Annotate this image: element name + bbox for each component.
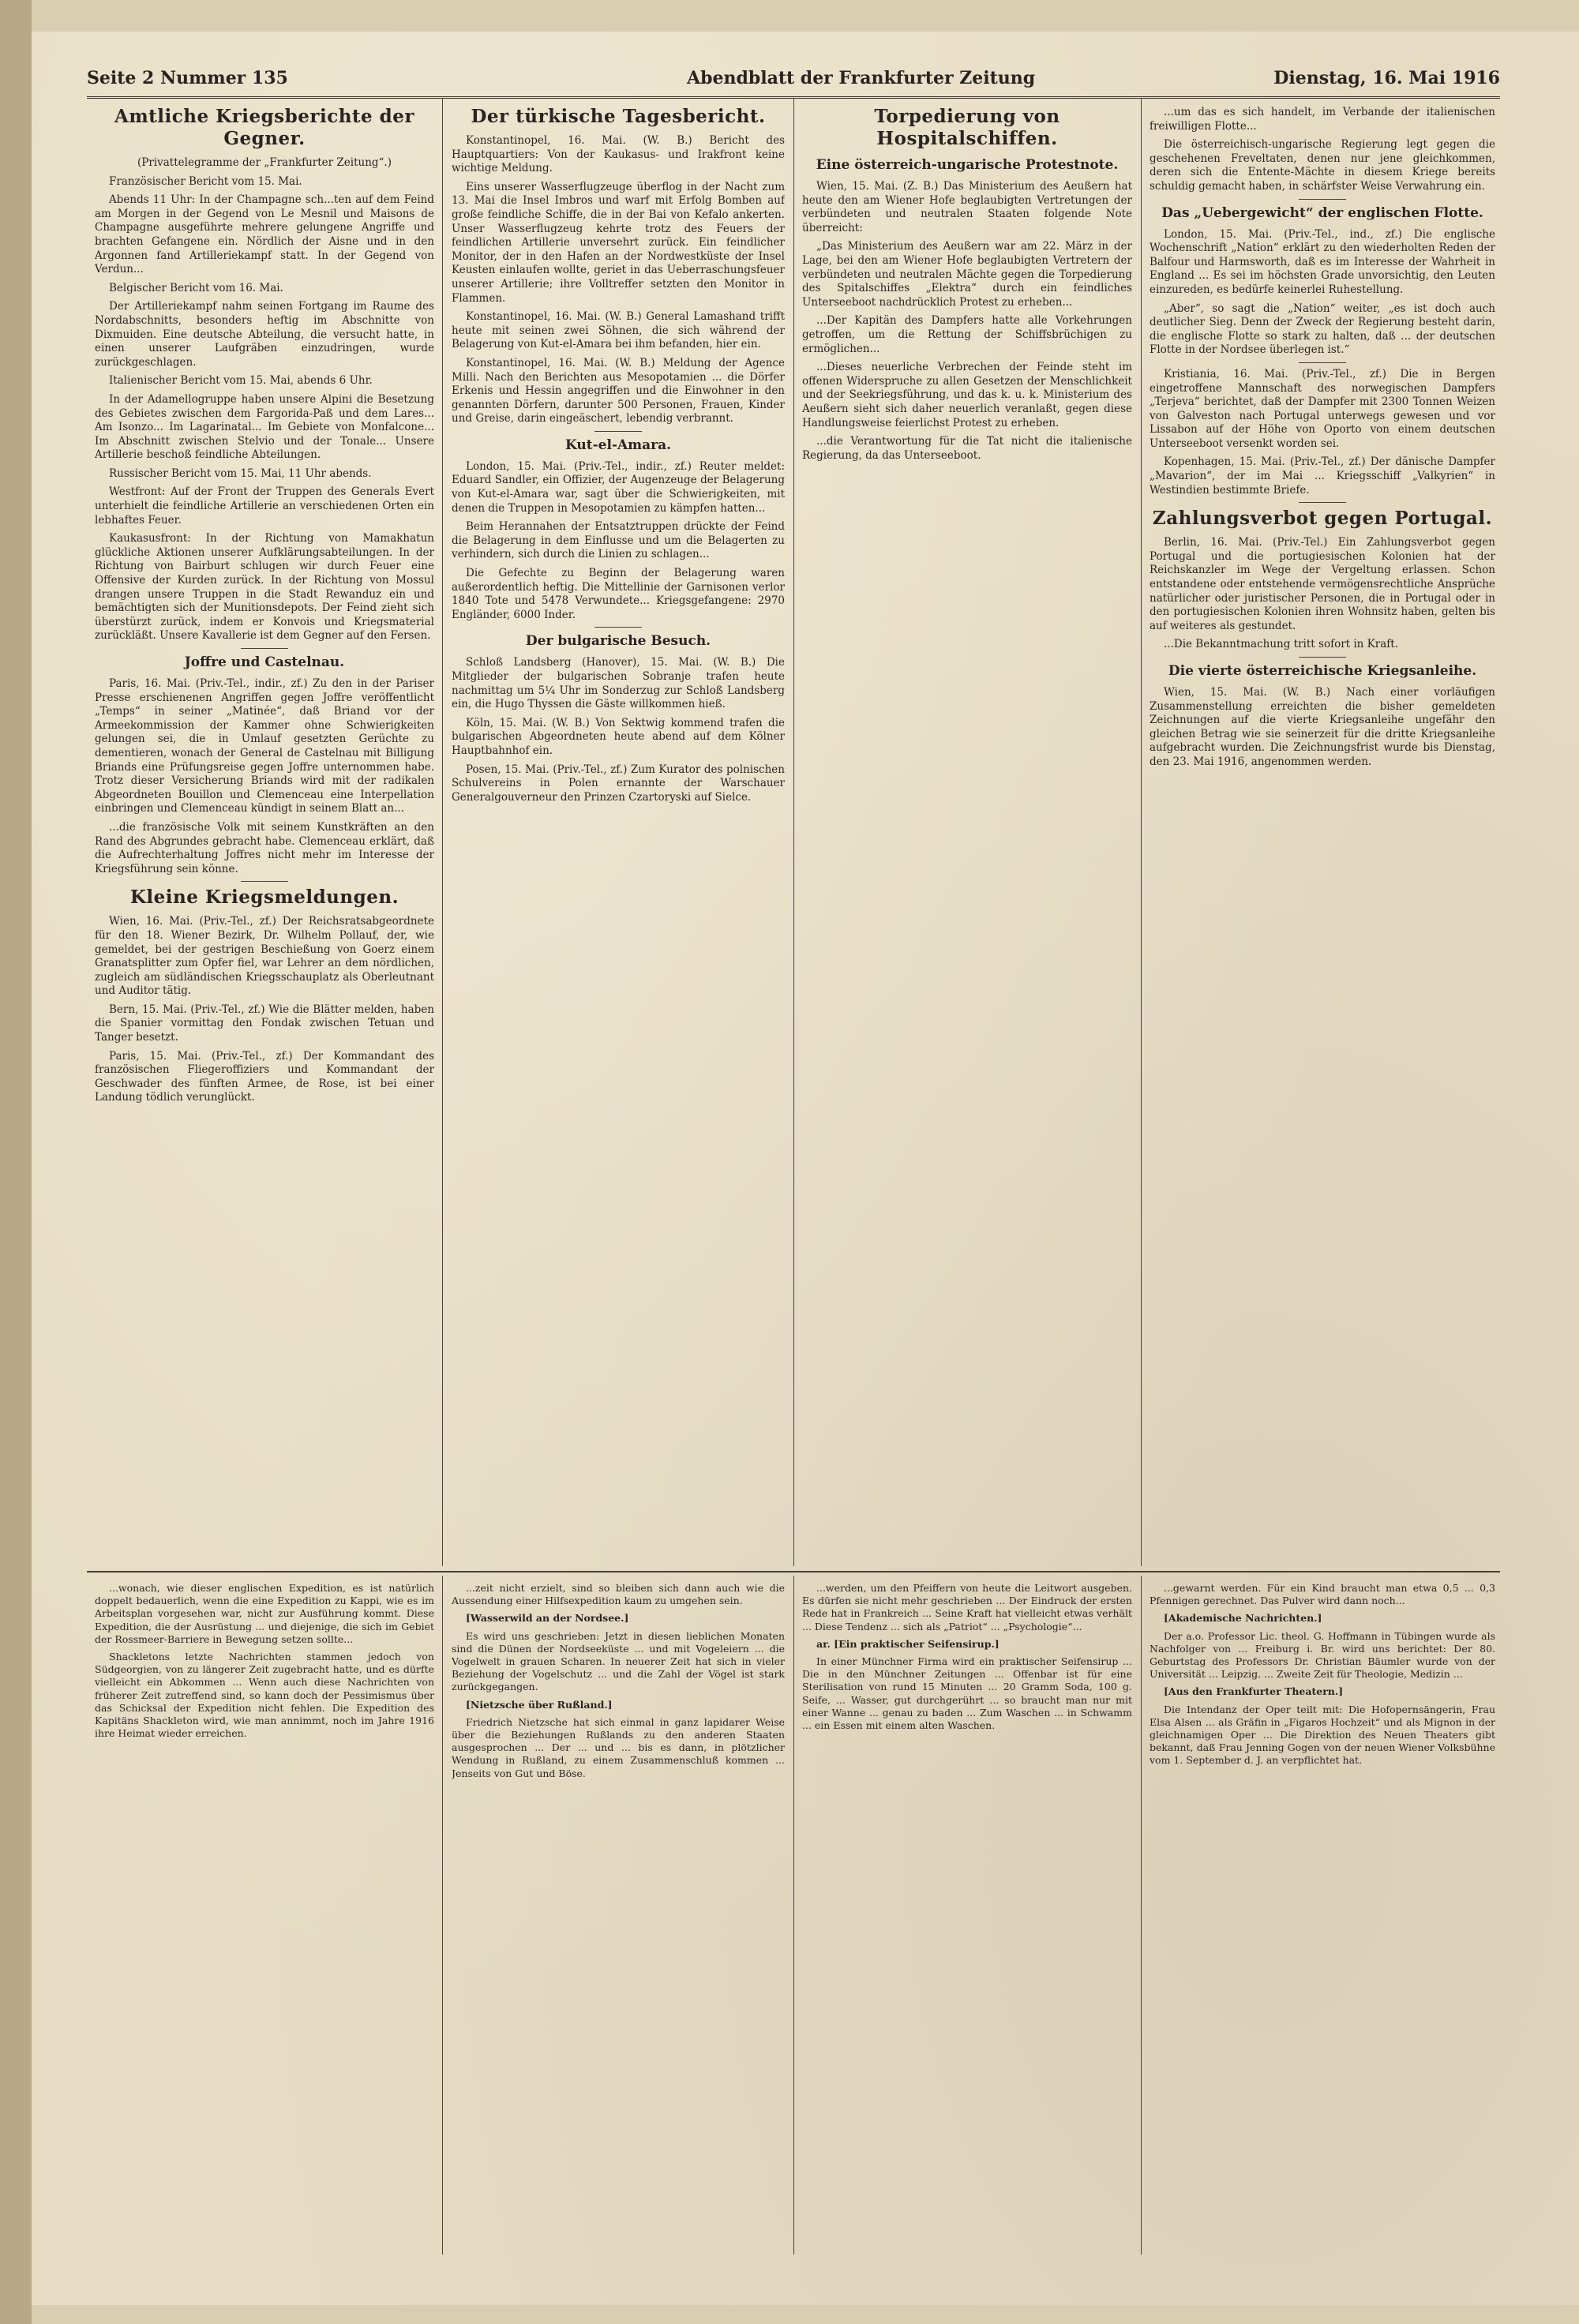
paragraph: ...gewarnt werden. Für ein Kind braucht man etwa 0,5 ... 0,3 Pfennigen gerechnet. Das Pulver wird dann noch... bbox=[1150, 1582, 1495, 1607]
feuilleton-rule-3 bbox=[1141, 1576, 1142, 2255]
paragraph: Die Intendanz der Oper teilt mit: Die Hofopernsängerin, Frau Elsa Alsen ... als Gräfin in „Figaros Hochzeit“ und als Mignon in der gleichnamigen Oper ... Die Direktion des Neuen Theaters gibt bekannt, daß Frau Jenning Gogen von der neuen Wiener Volksbühne vom 1. September d. J. an verpflichtet hat. bbox=[1150, 1703, 1495, 1767]
headline-kut-el-amara: Kut-el-Amara. bbox=[564, 437, 672, 453]
section-heading: ar. [Ein praktischer Seifensirup.] bbox=[816, 1637, 1000, 1650]
column-2 bbox=[452, 106, 785, 1566]
paragraph: „Aber“, so sagt die „Nation“ weiter, „es ist doch auch deutlicher Sieg. Denn der Zweck der Regierung besteht darin, die englische Flotte so stark zu halten, daß ... der deutschen Flotte in der Nordsee überlegen ist.“ bbox=[1150, 302, 1495, 357]
paragraph: ...wonach, wie dieser englischen Expedition, es ist natürlich doppelt bedauerlich, wenn die eine Expedition zu Kappi, wie es im Arbeitsplan vorgesehen war, nicht zur Ausführung kommt. Diese Expedition, die der Ausrüstung ... und diejenige, die sich im Gebiet der Rossmeer-Barriere in Bewegung setzen sollte... bbox=[95, 1582, 434, 1645]
headline-war-reports: Amtliche Kriegsberichte der Gegner. bbox=[114, 106, 415, 149]
paragraph: ...Die Bekanntmachung tritt sofort in Kraft. bbox=[1164, 638, 1398, 651]
section-heading: [Wasserwild an der Nordsee.] bbox=[466, 1612, 629, 1625]
section-separator bbox=[594, 431, 642, 432]
section-heading: [Nietzsche über Rußland.] bbox=[466, 1698, 613, 1711]
paragraph: Eins unserer Wasserflugzeuge überflog in der Nacht zum 13. Mai die Insel Imbros und warf mit Erfolg Bomben auf große feindliche Schiffe, die in der Bai von Kefalo ankerten. Unser Wasserflugzeug kehrte trotz des Feuers der feindlichen Artillerie unversehrt zurück. Ein feindlicher Monitor, der in den Hafen an der Nordwestküste der Insel Keusten einlaufen wollte, geriet in das Ueberraschungsfeuer unserer Artillerie; ihre Volltreffer setzten den Monitor in Flammen. bbox=[452, 180, 785, 305]
paragraph: Russischer Bericht vom 15. Mai, 11 Uhr abends. bbox=[109, 467, 372, 480]
headline-hospital-ships: Torpedierung von Hospitalschiffen. bbox=[874, 106, 1060, 149]
feuilleton-divider bbox=[87, 1571, 1500, 1572]
paragraph: Bern, 15. Mai. (Priv.-Tel., zf.) Wie die Blätter melden, haben die Spanier vormittag den Fondak zwischen Tetuan und Tanger besetzt. bbox=[95, 1003, 434, 1044]
paragraph: Westfront: Auf der Front der Truppen des Generals Evert unterhielt die feindliche Artillerie an verschiedenen Orten ein lebhaftes Feuer. bbox=[95, 485, 434, 527]
section-separator bbox=[241, 881, 288, 882]
paragraph: Der a.o. Professor Lic. theol. G. Hoffmann in Tübingen wurde als Nachfolger von ... Freiburg i. Br. wird uns berichtet: Der 80. Geburtstag des Professors Dr. Christian Bäumler wurde von der Universität ... Leipzig. ... Zweite Zeit für Theologie, Medizin ... bbox=[1150, 1629, 1495, 1681]
issue-date: Dienstag, 16. Mai 1916 bbox=[1273, 68, 1500, 88]
headline-joffre: Joffre und Castelnau. bbox=[184, 654, 345, 670]
paragraph: ...die französische Volk mit seinem Kunstkräften an den Rand des Abgrundes gebracht habe. Clemenceau erklärt, daß die Aufrechterhaltung Joffres nicht mehr im Interesse der Kriegsführung sein könne. bbox=[95, 820, 434, 875]
paragraph: ...Der Kapitän des Dampfers hatte alle Vorkehrungen getroffen, um die Rettung der Schiffsbrüchigen zu ermöglichen... bbox=[802, 314, 1132, 355]
feuilleton-rule-1 bbox=[442, 1576, 443, 2255]
paragraph: Kristiania, 16. Mai. (Priv.-Tel., zf.) Die in Bergen eingetroffene Mannschaft des norwegischen Dampfers „Terjeva“ berichtet, daß der Dampfer mit 2300 Tonnen Weizen von Galveston nach Portugal unterwegs gewesen und vor Lissabon auf der Höhe von Oporto von einem deutschen Unterseeboot versenkt worden sei. bbox=[1150, 367, 1495, 450]
paragraph: Abends 11 Uhr: In der Champagne sch...ten auf dem Feind am Morgen in der Gegend von Le Mesnil und Maisons de Champagne ausgeführte mehrere gelungene Angriffe und brachten Gefangene ein. Nördlich der Aisne und in den Argonnen fand Artilleriekampf statt. In der Gegend von Verdun... bbox=[95, 193, 434, 276]
feuilleton-column-1 bbox=[95, 1582, 434, 2245]
feuilleton-column-3 bbox=[802, 1582, 1132, 2245]
section-separator bbox=[241, 648, 288, 649]
paragraph: Friedrich Nietzsche hat sich einmal in ganz lapidarer Weise über die Beziehungen Rußlands zu den anderen Staaten ausgesprochen ... Der ... und ... bis es dann, in plötzlicher Wendung in Rußland, zu einem Zusammenschluß kommen ... Jenseits von Gut und Böse. bbox=[452, 1715, 785, 1779]
paragraph: Beim Herannahen der Entsatztruppen drückte der Feind die Belagerung in dem Einflusse und um die Belagerten zu verhindern, sich durch die Linien zu schlagen... bbox=[452, 520, 785, 561]
column-4 bbox=[1150, 106, 1495, 1566]
paragraph: Schloß Landsberg (Hanover), 15. Mai. (W. B.) Die Mitglieder der bulgarischen Sobranje trafen heute nachmittag um 5¼ Uhr im Sonderzug zur Schloß Landsberg ein, die Hugo Thyssen die Gäste willkommen hieß. bbox=[452, 656, 785, 711]
page-header bbox=[87, 62, 1500, 99]
paragraph: Die österreichisch-ungarische Regierung legt gegen die geschehenen Freveltaten, denen nur jene gleichkommen, deren sich die Entente-Mächte in diesem Kriege bereits schuldig gemacht haben, in schärfster Weise Verwahrung ein. bbox=[1150, 138, 1495, 193]
paragraph: Köln, 15. Mai. (W. B.) Von Sektwig kommend trafen die bulgarischen Abgeordneten heute abend auf dem Kölner Hauptbahnhof ein. bbox=[452, 716, 785, 757]
paragraph: Belgischer Bericht vom 16. Mai. bbox=[109, 281, 283, 294]
paragraph: Wien, 15. Mai. (W. B.) Nach einer vorläufigen Zusammenstellung erreichten die bisher gemeldeten Zeichnungen auf die vierte Kriegsanleihe ungefähr den gleichen Betrag wie sie seinerzeit für die dritte Kriegsanleihe aufgebracht wurden. Die Zeichnungsfrist wurde bis Dienstag, den 23. Mai 1916, angenommen werden. bbox=[1150, 686, 1495, 768]
headline-war-loan: Die vierte österreichische Kriegsanleihe. bbox=[1168, 663, 1477, 679]
column-3 bbox=[802, 106, 1132, 1566]
paragraph: Italienischer Bericht vom 15. Mai, abends 6 Uhr. bbox=[109, 374, 373, 388]
subheadline-private-telegrams: (Privattelegramme der „Frankfurter Zeitung“.) bbox=[137, 156, 392, 169]
paragraph: Kaukasusfront: In der Richtung von Mamakhatun glückliche Aktionen unserer Aufklärungsabteilungen. In der Richtung von Bairburt schlugen wir durch Feuer eine Offensive der Kurden zurück. In der Richtung von Mossul drangen unsere Truppen in die Stadt Rewanduz ein und bemächtigten sich der Munitionsdepots. Der Feind zieht sich überstürzt zurück, indem er Konvois und Kriegsmaterial zurückläßt. Unsere Kavallerie ist dem Gegner auf den Fersen. bbox=[95, 532, 434, 643]
paragraph: Konstantinopel, 16. Mai. (W. B.) Meldung der Agence Milli. Nach den Berichten aus Mesopotamien ... die Dörfer Erkenis und Hessin angegriffen und die Einwohner in den genannten Dörfern, darunter 500 Personen, Frauen, Kinder und Greise, darin eingeäschert, lebendig verbrannt. bbox=[452, 356, 785, 425]
section-separator bbox=[1299, 657, 1346, 658]
paragraph: ...um das es sich handelt, im Verbande der italienischen freiwilligen Flotte... bbox=[1150, 106, 1495, 133]
column-rule-2 bbox=[793, 98, 794, 1566]
paragraph: London, 15. Mai. (Priv.-Tel., indir., zf.) Reuter meldet: Eduard Sandler, ein Offizier, der Augenzeuge der Belagerung von Kut-el-Amara war, sagt über die Schwierigkeiten, mit denen die Truppen in Mesopotamien zu kämpfen hatten... bbox=[452, 459, 785, 515]
paragraph: ...werden, um den Pfeiffern von heute die Leitwort ausgeben. Es dürfen sie nicht mehr geschrieben ... Der Eindruck der ersten Rede hat in Frankreich ... Seine Kraft hat vielleicht etwas verhält ... Diese Tendenz ... sich als „Patriot“ ... „Psychologie“... bbox=[802, 1582, 1132, 1632]
paragraph: Der Artilleriekampf nahm seinen Fortgang im Raume des Nordabschnitts, besonders heftig im Abschnitte von Dixmuiden. Eine deutsche Abteilung, die versucht hatte, in einen unserer Laufgräben einzudringen, wurde zurückgeschlagen. bbox=[95, 300, 434, 369]
paragraph: Wien, 15. Mai. (Z. B.) Das Ministerium des Aeußern hat heute den am Wiener Hofe beglaubigten Vertretungen der verbündeten und neutralen Staaten folgende Note überreicht: bbox=[802, 180, 1132, 234]
paragraph: „Das Ministerium des Aeußern war am 22. März in der Lage, bei den am Wiener Hofe beglaubigten Vertretern der verbündeten und neutralen Mächte gegen die Torpedierung des Spitalschiffes „Elektra“ durch ein feindliches Unterseeboot nachdrücklich Protest zu erheben... bbox=[802, 240, 1132, 309]
masthead: Abendblatt der Frankfurter Zeitung bbox=[687, 68, 1036, 88]
section-separator bbox=[1299, 502, 1346, 503]
column-rule-3 bbox=[1141, 98, 1142, 1566]
page-binding-edge bbox=[0, 0, 32, 2324]
paragraph: In der Adamellogruppe haben unsere Alpini die Besetzung des Gebietes zwischen dem Fargorida-Paß und dem Lares... Am Isonzo... Im Lagarinatal... Im Gebiete von Monfalcone... Im Abschnitt zwischen Stelvio und der Tonale... Unsere Artillerie beschoß feindliche Abteilungen. bbox=[95, 392, 434, 462]
headline-english-fleet: Das „Uebergewicht“ der englischen Flotte. bbox=[1161, 204, 1483, 221]
headline-small-war-news: Kleine Kriegsmeldungen. bbox=[129, 886, 399, 909]
paragraph: Paris, 15. Mai. (Priv.-Tel., zf.) Der Kommandant des französischen Fliegeroffiziers und Kommandant der Geschwader des fünften Armee, de Rose, ist bei einer Landung tödlich verunglückt. bbox=[95, 1049, 434, 1104]
paragraph: ...Dieses neuerliche Verbrechen der Feinde steht im offenen Widerspruche zu allen Gesetzen der Menschlichkeit und der Seekriegsführung, und das k. u. k. Ministerium des Aeußern sieht sich daher neuerlich veranlaßt, gegen diese Handlungsweise feierlichst Protest zu erheben. bbox=[802, 361, 1132, 429]
headline-turkish-report: Der türkische Tagesbericht. bbox=[471, 106, 766, 127]
section-separator bbox=[1299, 199, 1346, 200]
paragraph: London, 15. Mai. (Priv.-Tel., ind., zf.) Die englische Wochenschrift „Nation“ erklärt zu den wiederholten Reden der Balfour und Harmsworth, daß es im Interesse der Wahrheit in England ... Es sei im höchsten Grade unvorsichtig, den Leuten einzureden, es bedürfe keinerlei Ruhestellung. bbox=[1150, 227, 1495, 296]
section-separator bbox=[594, 627, 642, 628]
paragraph: Posen, 15. Mai. (Priv.-Tel., zf.) Zum Kurator des polnischen Schulvereins in Polen ernannte der Warschauer Generalgouverneur den Prinzen Czartoryski auf Sielce. bbox=[452, 763, 785, 804]
section-separator bbox=[1299, 362, 1346, 363]
paragraph: Wien, 16. Mai. (Priv.-Tel., zf.) Der Reichsratsabgeordnete für den 18. Wiener Bezirk, Dr. Wilhelm Pollauf, der, wie gemeldet, bei der gestrigen Beschießung von Goerz einem Granatsplitter zum Opfer fiel, war Lehrer an dem nördlichen, zugleich am südländischen Kriegsschauplatz als Oberleutnant und Auditor tätig. bbox=[95, 915, 434, 998]
paragraph: Konstantinopel, 16. Mai. (W. B.) General Lamashand trifft heute mit seinen zwei Söhnen, die sich während der Belagerung von Kut-el-Amara bei ihm befanden, hier ein. bbox=[452, 310, 785, 351]
paragraph: Kopenhagen, 15. Mai. (Priv.-Tel., zf.) Der dänische Dampfer „Mavarion“, der im Mai ... Kriegsschiff „Valkyrien“ in Westindien bestimmte Briefe. bbox=[1150, 455, 1495, 497]
paragraph: Shackletons letzte Nachrichten stammen jedoch von Südgeorgien, von zu längerer Zeit zugebracht hatte, und es dürfte vielleicht ein Abkommen ... Wenn auch diese Nachrichten von früherer Zeit zutreffend sind, so kann doch der Pessimismus über das Schicksal der Expedition nicht fehlen. Die Expedition des Kapitäns Shackleton wird, wie man annimmt, noch im Jahre 1916 ihre Heimat wieder erreichen. bbox=[95, 1651, 434, 1740]
column-1 bbox=[95, 106, 434, 1566]
subheadline-protest-note: Eine österreich-ungarische Protestnote. bbox=[816, 157, 1119, 173]
paragraph: ...zeit nicht erzielt, sind so bleiben sich dann auch wie die Aussendung einer Hilfsexpedition kaum zu umgehen sein. bbox=[452, 1582, 785, 1607]
feuilleton-rule-2 bbox=[793, 1576, 794, 2255]
paragraph: Konstantinopel, 16. Mai. (W. B.) Bericht des Hauptquartiers: Von der Kaukasus- und Irakfront keine wichtige Meldung. bbox=[452, 134, 785, 175]
column-rule-1 bbox=[442, 98, 443, 1566]
section-heading: [Aus den Frankfurter Theatern.] bbox=[1164, 1685, 1344, 1698]
paragraph: In einer Münchner Firma wird ein praktischer Seifensirup ... Die in den Münchner Zeitungen ... Offenbar ist für eine Sterilisation von rund 15 Minuten ... 20 Gramm Soda, 100 g. Seife, ... Wasser, gut durchgerührt ... so braucht man nur mit einer Wanne ... genau zu baden ... Zum Waschen ... in Schwamm ... ein Essen mit einem alten Waschen. bbox=[802, 1655, 1132, 1732]
paragraph: Französischer Bericht vom 15. Mai. bbox=[109, 174, 302, 188]
section-heading: [Akademische Nachrichten.] bbox=[1164, 1612, 1322, 1625]
feuilleton-column-2 bbox=[452, 1582, 785, 2245]
paragraph: Die Gefechte zu Beginn der Belagerung waren außerordentlich heftig. Die Mittellinie der Garnisonen verlor 1840 Tote und 5478 Verwundete... Kriegsgefangene: 2970 Engländer, 6000 Inder. bbox=[452, 567, 785, 621]
feuilleton-column-4 bbox=[1150, 1582, 1495, 2245]
headline-bulgarian-visit: Der bulgarische Besuch. bbox=[525, 633, 711, 650]
page-number: Seite 2 Nummer 135 bbox=[87, 68, 288, 88]
paragraph: Es wird uns geschrieben: Jetzt in diesen lieblichen Monaten sind die Dünen der Nordseeküste ... und mit Vogeleiern ... die Vogelwelt in grauen Scharen. In neuerer Zeit hat sich in vieler Beziehung der Vogelschutz ... und die Zahl der Vögel ist stark zurückgegangen. bbox=[452, 1629, 785, 1693]
paragraph: Berlin, 16. Mai. (Priv.-Tel.) Ein Zahlungsverbot gegen Portugal und die portugiesischen Kolonien hat der Reichskanzler im Wege der Vergeltung erlassen. Schon entstandene oder entstehende vermögensrechtliche Ansprüche natürlicher oder juristischer Personen, die in Portugal oder in den portugiesischen Kolonien ihren Wohnsitz haben, gelten bis auf weiteres als gestundet. bbox=[1150, 536, 1495, 632]
paragraph: ...die Verantwortung für die Tat nicht die italienische Regierung, da das Unterseeboot. bbox=[802, 435, 1132, 462]
headline-payment-ban-portugal: Zahlungsverbot gegen Portugal. bbox=[1152, 508, 1493, 530]
paragraph: Paris, 16. Mai. (Priv.-Tel., indir., zf.) Zu den in der Pariser Presse erschienenen Angriffen gegen Joffre veröffentlicht „Temps“ in seiner „Matinée“, daß Briand vor der Armeekommission der Kammer ohne Schwierigkeiten gelungen sei, die in Umlauf gesetzten Gerüchte zu dementieren, wonach der General de Castelnau mit Billigung Briands eine Prüfungsreise gegen Joffre unternommen habe. Trotz dieser Versicherung Briands wird mit der radikalen Abgeordneten Bouillon und Clemenceau eine Interpellation einbringen und Clemenceau kündigt in seinem Blatt an... bbox=[95, 677, 434, 815]
